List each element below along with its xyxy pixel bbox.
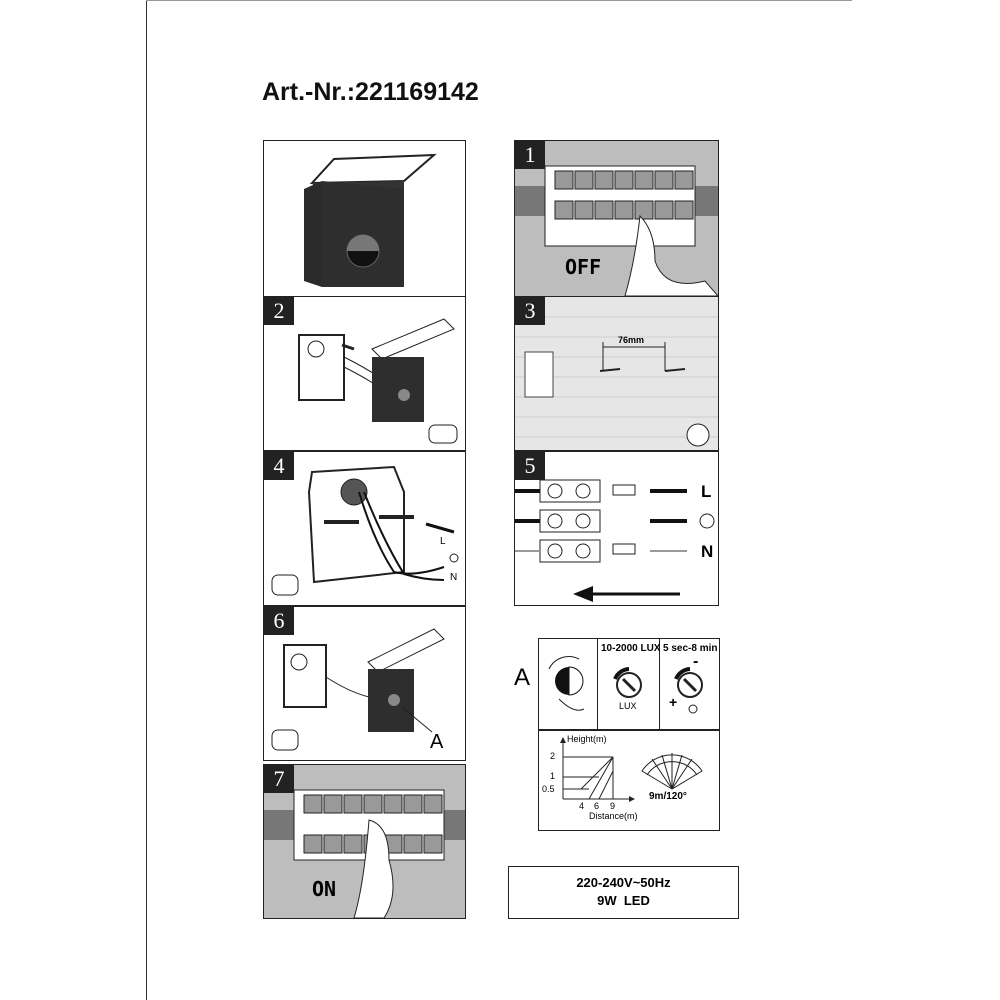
top-rule [146, 0, 852, 1]
distance-label: 76mm [618, 335, 645, 345]
panel-step-5 [514, 451, 719, 606]
terminal-n-label: N [701, 542, 714, 561]
step-number: 5 [515, 452, 545, 480]
screwdriver-icon [429, 425, 457, 443]
chart-ylabel: Height(m) [567, 734, 607, 744]
range-label: 9m/120° [649, 791, 687, 802]
detection-range-box [538, 730, 720, 831]
disassembly-illustration [264, 297, 465, 450]
voltage-spec: 220-240V~50Hz [576, 875, 671, 890]
terminal-l-label: L [701, 482, 712, 501]
specs-box [508, 866, 739, 919]
ytick-2: 2 [550, 751, 556, 761]
minus-sign: - [693, 653, 699, 670]
margin-line [146, 0, 147, 1000]
off-label: OFF [565, 255, 602, 279]
plus-sign: + [669, 694, 678, 710]
lux-range-label: 10-2000 LUX [601, 643, 661, 654]
step-number: 2 [264, 297, 294, 325]
wire-l-label: L [440, 536, 446, 547]
step-number: 7 [264, 765, 294, 793]
xtick-6: 6 [594, 801, 600, 811]
panel-step-2 [263, 296, 466, 451]
panel-step-3 [514, 296, 719, 451]
drill-icon [687, 424, 709, 446]
callout-a: A [430, 731, 444, 753]
wall-drilling-illustration [515, 297, 718, 450]
panel-step-4 [263, 451, 466, 606]
ytick-0-5: 0.5 [542, 784, 555, 794]
on-label: ON [312, 877, 337, 901]
xtick-4: 4 [579, 801, 585, 811]
ground-icon [700, 514, 714, 528]
step-number: 1 [515, 141, 545, 169]
panel-product [263, 140, 466, 297]
breaker-off-illustration [515, 141, 718, 296]
article-number: Art.-Nr.:221169142 [262, 78, 479, 106]
step-number: 4 [264, 452, 294, 480]
power-spec: 9W LED [597, 893, 650, 908]
step-number: 3 [515, 297, 545, 325]
lamp-illustration [264, 141, 465, 296]
wiring-illustration [515, 452, 718, 605]
fan-range-icon [642, 753, 702, 789]
time-range-label: 5 sec-8 min [663, 643, 718, 654]
xtick-9: 9 [610, 801, 616, 811]
ytick-1: 1 [550, 771, 556, 781]
arrow-left-icon [573, 586, 593, 602]
panel-step-7 [263, 764, 466, 919]
sensor-marker-a: A [514, 664, 531, 691]
lux-label: LUX [619, 701, 637, 711]
mounting-illustration [264, 452, 465, 605]
screwdriver-icon [272, 730, 298, 750]
panel-step-1 [514, 140, 719, 297]
step-number: 6 [264, 607, 294, 635]
screwdriver-icon [272, 575, 298, 595]
breaker-on-illustration [264, 765, 465, 918]
sensor-settings-box [538, 638, 720, 730]
chart-xlabel: Distance(m) [589, 811, 638, 821]
panel-step-6 [263, 606, 466, 761]
wire-n-label: N [450, 572, 458, 583]
